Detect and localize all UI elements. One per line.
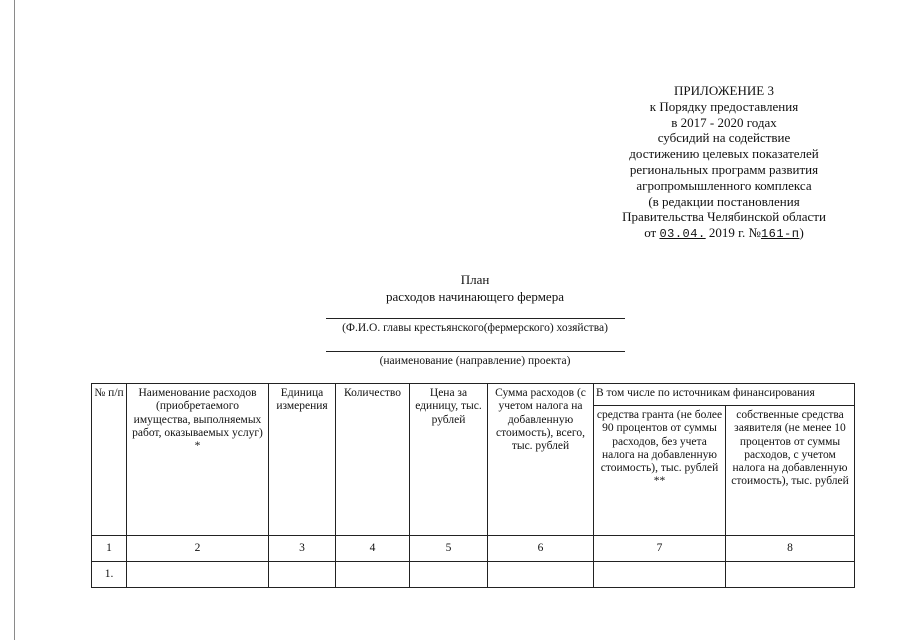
- appendix-date-line: [590, 225, 858, 243]
- decree-number: 161-п: [760, 227, 800, 242]
- column-number-row: [92, 536, 855, 562]
- table-cell: [488, 562, 594, 588]
- table-cell: [410, 562, 488, 588]
- appendix-line: к Порядку предоставления: [649, 98, 799, 114]
- appendix-line: достижению целевых показателей: [629, 146, 819, 162]
- column-number: 1: [92, 536, 127, 562]
- date-value: 03.04.: [659, 227, 706, 242]
- column-number: 6: [488, 536, 594, 562]
- header-own: собственные средства заявителя (не менее 10 процентов от суммы расходов, с учетом налога на добавленную стоимость), тыс. рублей: [726, 406, 855, 536]
- header-grant: средства гранта (не более 90 процентов от суммы расходов, без учета налога на добавленную стоимость), тыс. рублей **: [594, 406, 726, 536]
- appendix-line: региональных программ развития: [629, 161, 819, 177]
- column-number: 7: [594, 536, 726, 562]
- row-number: 1.: [92, 562, 127, 588]
- project-name-caption: (наименование (направление) проекта): [379, 355, 571, 367]
- head-name-caption: (Ф.И.О. главы крестьянского(фермерского) хозяйства): [342, 322, 608, 334]
- appendix-line: в 2017 - 2020 годах: [671, 114, 777, 130]
- table-cell: [726, 562, 855, 588]
- header-num: № п/п: [92, 384, 127, 536]
- header-price: Цена за единицу, тыс. рублей: [410, 384, 488, 536]
- date-prefix: от: [644, 225, 657, 241]
- expense-plan-table: [91, 383, 855, 588]
- header-sum: Сумма расходов (с учетом налога на добавленную стоимость), всего, тыс. рублей: [488, 384, 594, 536]
- head-name-field-line: [326, 318, 625, 319]
- appendix-line: Правительства Челябинской области: [622, 209, 826, 225]
- plan-title-block: [300, 271, 650, 305]
- page-left-edge: [14, 0, 15, 640]
- table-cell: [127, 562, 269, 588]
- plan-subtitle: расходов начинающего фермера: [386, 289, 564, 304]
- closing-paren: ): [799, 225, 804, 241]
- appendix-line: (в редакции постановления: [648, 193, 800, 209]
- column-number: 8: [726, 536, 855, 562]
- table-cell: [269, 562, 336, 588]
- project-name-field-line: [326, 351, 625, 352]
- header-name: Наименование расходов (приобретаемого имущества, выполняемых работ, оказываемых услуг) *: [127, 384, 269, 536]
- table-row: [92, 562, 855, 588]
- year-text: 2019 г. №: [708, 225, 761, 241]
- header-qty: Количество: [336, 384, 410, 536]
- table-header-row: [92, 384, 855, 406]
- table-cell: [336, 562, 410, 588]
- appendix-line: субсидий на содействие: [657, 130, 791, 146]
- column-number: 4: [336, 536, 410, 562]
- appendix-block: [590, 83, 858, 243]
- header-sources: В том числе по источникам финансирования: [594, 384, 855, 406]
- table-cell: [594, 562, 726, 588]
- plan-title: План: [460, 272, 490, 287]
- column-number: 3: [269, 536, 336, 562]
- column-number: 5: [410, 536, 488, 562]
- column-number: 2: [127, 536, 269, 562]
- appendix-line: агропромышленного комплекса: [636, 177, 812, 193]
- header-unit: Единица измерения: [269, 384, 336, 536]
- appendix-line: ПРИЛОЖЕНИЕ 3: [674, 83, 774, 98]
